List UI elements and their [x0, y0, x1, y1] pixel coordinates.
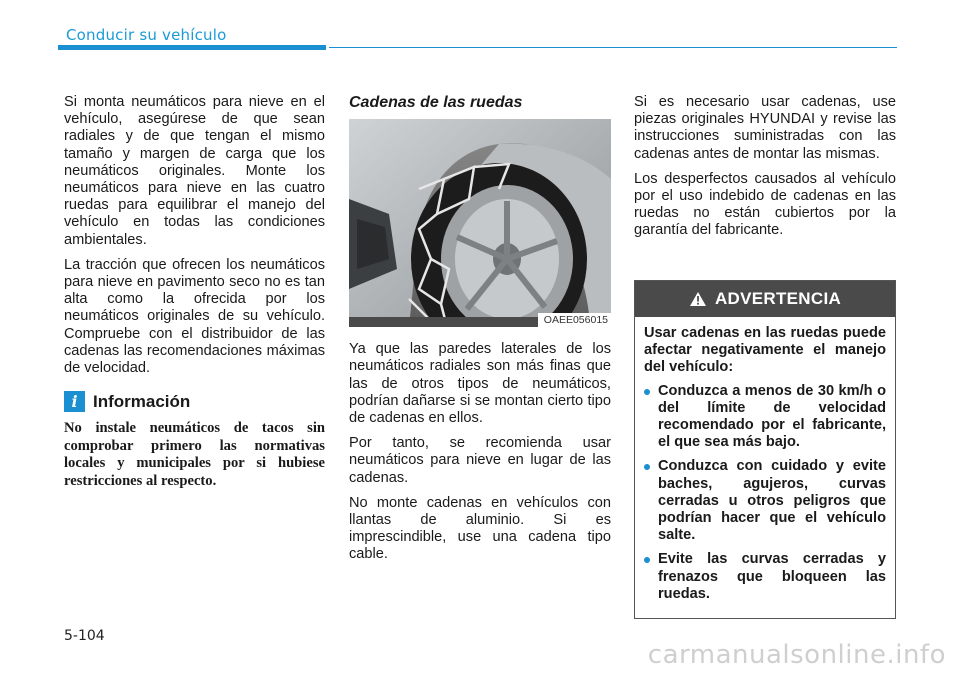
tire-chain-illustration	[349, 119, 611, 327]
tire-chain-photo	[349, 119, 611, 327]
info-title: Información	[93, 392, 191, 412]
warning-item: Conduzca con cuidado y evite baches, agujeros, curvas cerradas u otros peligros que podrían hacer que el vehículo salte.	[644, 458, 886, 544]
info-text: No instale neumáticos de tacos sin comprobar primero las normativas locales y municipales por si hubiese restricciones al respecto.	[64, 420, 325, 489]
paragraph: Los desperfectos causados al vehículo por el uso indebido de cadenas en las ruedas no están cubiertos por la garantía del fabricante.	[634, 170, 896, 239]
bullet-icon	[644, 389, 650, 395]
header-rule-thin	[329, 47, 897, 48]
watermark: carmanualsonline.info	[647, 640, 946, 670]
section-title: Conducir su vehículo	[66, 26, 227, 44]
warning-list	[644, 383, 886, 603]
warning-header	[635, 281, 895, 317]
figure-code: OAEE056015	[538, 313, 611, 327]
paragraph: Si monta neumáticos para nieve en el vehículo, asegúrese de que sean radiales y de que tengan el mismo tamaño y margen de carga que los neumáticos originales. Monte los neumáticos para nieve en las cuatro ruedas para equilibrar el manejo del vehículo en todas las condiciones ambientales.	[64, 94, 325, 248]
paragraph: No monte cadenas en vehículos con llantas de aluminio. Si es imprescindible, use una cadena tipo cable.	[349, 494, 611, 563]
info-icon: i	[64, 391, 85, 412]
header-rule-thick	[58, 45, 326, 50]
paragraph: Ya que las paredes laterales de los neumáticos radiales son más finas que las de otros tipos de neumáticos, podrían dañarse si se montan cierto tipo de cadenas en ellos.	[349, 341, 611, 427]
column-1	[64, 94, 325, 498]
chains-heading: Cadenas de las ruedas	[349, 94, 523, 111]
info-heading	[64, 391, 325, 412]
bullet-icon	[644, 557, 650, 563]
warning-body	[635, 317, 895, 603]
paragraph: Si es necesario usar cadenas, use piezas originales HYUNDAI y revise las instrucciones suministradas con las cadenas antes de montar las mismas.	[634, 94, 896, 162]
page-number: 5-104	[64, 628, 105, 644]
column-3	[634, 94, 896, 248]
warning-item: Evite las curvas cerradas y frenazos que bloqueen las ruedas.	[644, 551, 886, 603]
bullet-icon	[644, 464, 650, 470]
warning-triangle-icon	[689, 291, 707, 307]
warning-intro: Usar cadenas en las ruedas puede afectar negativamente el manejo del vehículo:	[644, 325, 886, 376]
column-2	[349, 94, 611, 572]
warning-box	[634, 280, 896, 619]
warning-item: Conduzca a menos de 30 km/h o del límite de velocidad recomendado por el fabricante, el que sea más bajo.	[644, 383, 886, 452]
warning-title: ADVERTENCIA	[714, 289, 842, 308]
paragraph: La tracción que ofrecen los neumáticos para nieve en pavimento seco no es tan alta como la ofrecida por los neumáticos originales de su vehículo. Compruebe con el distribuidor de las cadenas las recomendaciones máximas de velocidad.	[64, 256, 325, 377]
paragraph: Por tanto, se recomienda usar neumáticos para nieve en lugar de las cadenas.	[349, 435, 611, 486]
